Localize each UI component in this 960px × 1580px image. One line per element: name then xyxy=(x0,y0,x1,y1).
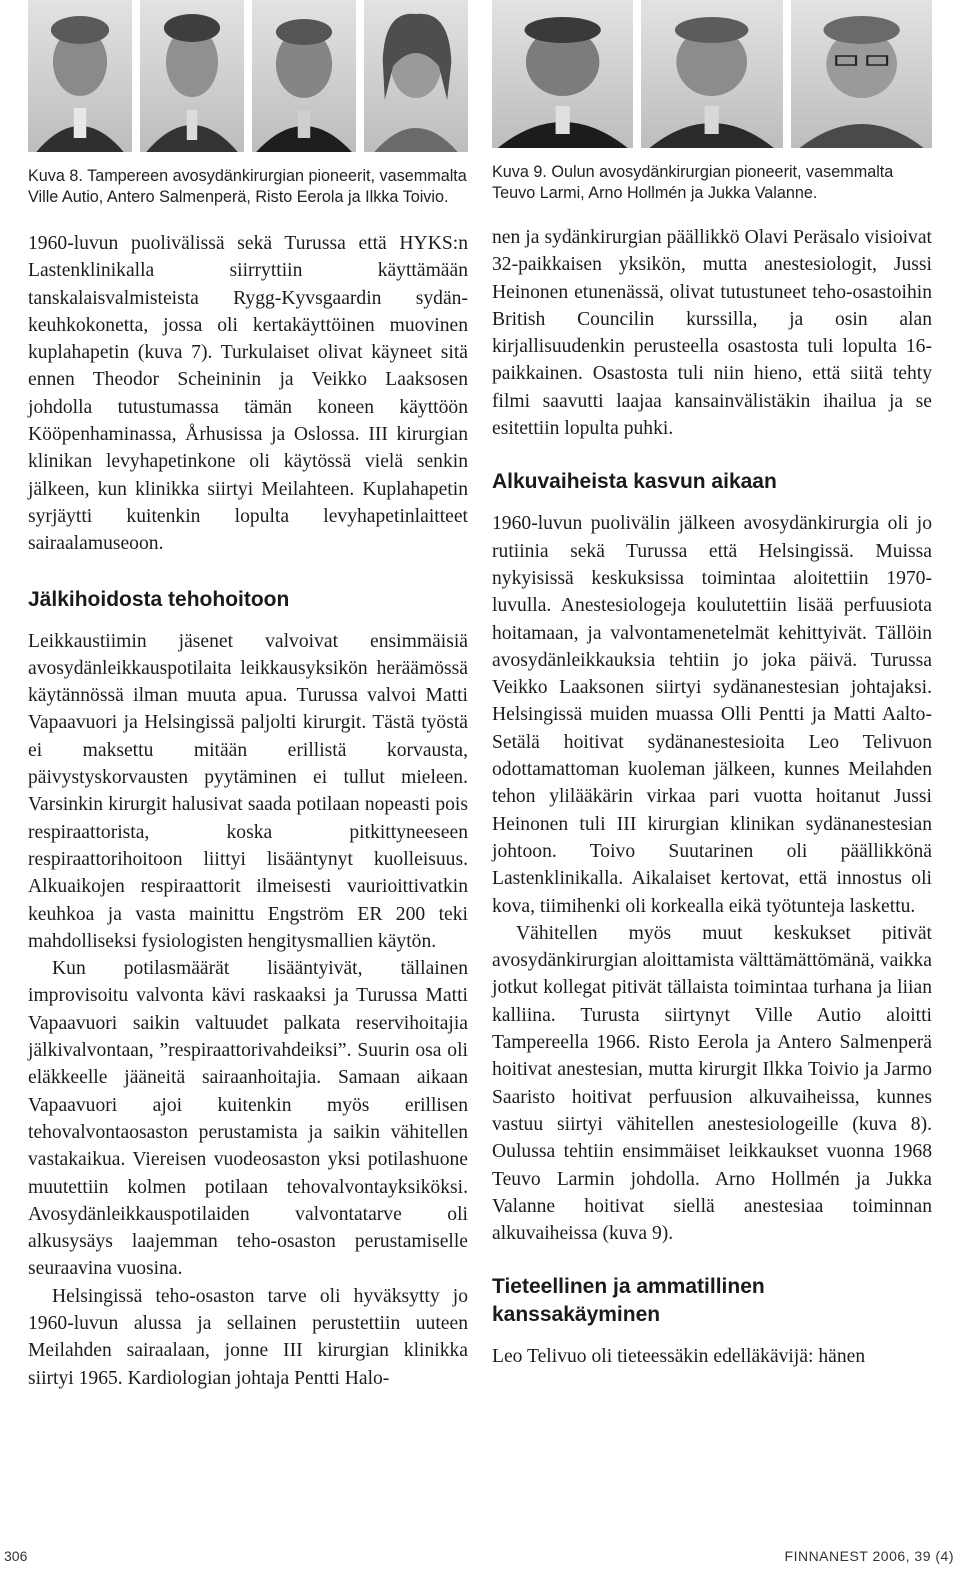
section-heading: Alkuvaiheista kasvun aikaan xyxy=(492,470,777,494)
paragraph: Vähitellen myös muut keskukset pitivät avosydänkirurgian aloittamista välttämättömänä, vaikka jotkut kollegat pitivät tällaista toimintaa turhana ja liian kalliina. Turusta siirtynyt Ville Autio aloitti Tampereella 1966. Risto Eerola ja Antero Salmenperä hoitivat anestesian, mutta kirurgit Ilkka Toivio ja Jarmo Saaristo hoitivat perfuusion alkuvaiheissa, kunnes vastuu siirtyi vähitellen anestesiologeille (kuva 8). Oulussa tehtiin ensimmäiset leikkaukset vuonna 1968 Teuvo Larmin johdolla. Arno Hollmén ja Jukka Valanne hoitivat siellä anestesiaa toiminnan alkuvaiheissa (kuva 9). xyxy=(492,922,932,1245)
paragraph: 1960-luvun puolivälissä sekä Turussa että HYKS:n Lastenklinikalla siirryttiin käyttämään tanskalaisvalmisteista Rygg-Kyvsgaardin sydän-keuhkokonetta, jossa oli kertakäyttöinen muovinen kuplahapetin (kuva 7). Turkulaiset olivat käyneet sitä ennen Theodor Scheininin ja Veikko Laaksosen johdolla tutustumassa tämän koneen käyttöön Kööpenhaminassa, Århusissa ja Oslossa. III kirurgian klinikan levyhapetinkone oli käytössä vielä senkin jälkeen, kun klinikka siirtyi Meilahteen. Kuplahapetin syrjäytti kuitenkin lopulta levyhapetinlaitteet sairaalamuseoon. xyxy=(28,233,468,555)
portrait-photo xyxy=(28,0,132,152)
figure-8-photos xyxy=(28,0,468,152)
figure-9-photos xyxy=(492,0,932,148)
journal-reference: FINNANEST 2006, 39 (4) xyxy=(784,1548,954,1564)
paragraph: Leikkaustiimin jäsenet valvoivat ensimmäisiä avosydänleikkauspotilaita leikkausyksikön heräämössä käytännössä ilman muuta apua. Turussa valvoi Matti Vapaavuori ja Helsingissä paljolti kirurgit. Tästä työstä ei maksettu mitään erillistä korvausta, päivystyskorvausten pyytäminen ei tullut mieleen. Varsinkin kirurgit halusivat saada potilaan nopeasti pois respiraattorista, koska pitkittyneeseen respiraattorihoitoon liittyi lisääntynyt kuolleisuus. Alkuaikojen respiraattorit ilmeisesti vaurioittivatkin keuhkoa ja vasta mainittu Engström ER 200 teki mahdolliseksi fysiologisten hengitysmallien käytön. xyxy=(28,630,468,952)
left-column xyxy=(28,0,468,1392)
paragraph: Helsingissä teho-osaston tarve oli hyväksytty jo 1960-luvun alussa ja sellainen perustettiin uuteen Meilahden sairaalaan, jonne III kirurgian klinikka siirtyi 1965. Kardiologian johtaja Pentti Halo- xyxy=(28,1285,468,1389)
section-heading: Tieteellinen ja ammatillinen kanssakäyminen xyxy=(492,1275,765,1327)
page-number: 306 xyxy=(4,1548,28,1564)
figure-9-caption: Kuva 9. Oulun avosydänkirurgian pioneerit, vasemmalta Teuvo Larmi, Arno Hollmén ja Jukka Valanne. xyxy=(492,163,894,202)
paragraph: nen ja sydänkirurgian päällikkö Olavi Peräsalo visioivat 32-paikkaisen yksikön, mutta anestesiologit, Jussi Heinonen etunenässä, olivat tutustuneet teho-osastoihin British Councilin kurssilla, ja osin alan kirjallisuudenkin perusteella osastosta tuli lopulta 16-paikkainen. Osastosta tuli niin hieno, että siitä tehty filmi saavutti laajaa kansainvälistäkin ihailua ja se esitettiin lopulta puhki. xyxy=(492,227,932,440)
right-column xyxy=(492,0,932,1371)
section-heading: Jälkihoidosta tehohoitoon xyxy=(28,587,290,611)
portrait-photo xyxy=(492,0,633,148)
portrait-photo xyxy=(364,0,468,152)
portrait-photo xyxy=(140,0,244,152)
paragraph: Kun potilasmäärät lisääntyivät, tällainen improvisoitu valvonta kävi raskaaksi ja Turussa Matti Vapaavuori saikin valtuudet palkata reservihoitajia jälkivalvontaan, ”respiraattorivahdeiksi”. Suurin osa oli eläkkeelle jääneitä sairaanhoitajia. Samaan aikaan Vapaavuori ajoi kuitenkin myös erillisen tehovalvontaosaston perustamista ja saikin vähitellen vastakaikua. Viereisen vuodeosaston yksi potilashuone muutettiin kolmen potilaan tehovalvontayksiköksi. Avosydänleikkauspotilaiden valvontatarve oli alkusysäys laajemman teho-osaston perustamiselle seuraavina vuosina. xyxy=(28,958,468,1280)
portrait-photo xyxy=(791,0,932,148)
portrait-photo xyxy=(641,0,782,148)
paragraph: Leo Telivuo oli tieteessäkin edelläkävijä: hänen xyxy=(492,1346,866,1368)
figure-8-caption: Kuva 8. Tampereen avosydänkirurgian pioneerit, vasemmalta Ville Autio, Antero Salmenperä, Risto Eerola ja Ilkka Toivio. xyxy=(28,167,467,206)
page-footer xyxy=(0,1548,960,1570)
portrait-photo xyxy=(252,0,356,152)
paragraph: 1960-luvun puolivälin jälkeen avosydänkirurgia oli jo rutiinia sekä Turussa että Helsingissä. Muissa nykyisissä keskuksissa toimintaa aloitettiin 1970-luvulla. Anestesiologeja koulutettiin lisää perfuusiota hoitamaan, ja valvontamenetelmät kehittyivät. Tällöin avosydänleikkauksia tehtiin jo joka päivä. Turussa Veikko Laaksonen siirtyi sydänanestesian johtajaksi. Helsingissä muiden muassa Olli Pentti ja Matti Aalto-Setälä hoitivat sydänanestesioita Leo Telivuon odottamattoman kuoleman jälkeen, kunnes Meilahden tehon ylilääkärin virkaa pari vuotta hoitanut Jussi Heinonen tuli III kirurgian klinikan sydänanestesian johtoon. Toivo Suutarinen oli päällikkönä Lastenklinikalla. Aikalaiset kertovat, että innostus oli kova, tiimihenki oli korkealla eikä työtunteja laskettu. xyxy=(492,513,932,917)
